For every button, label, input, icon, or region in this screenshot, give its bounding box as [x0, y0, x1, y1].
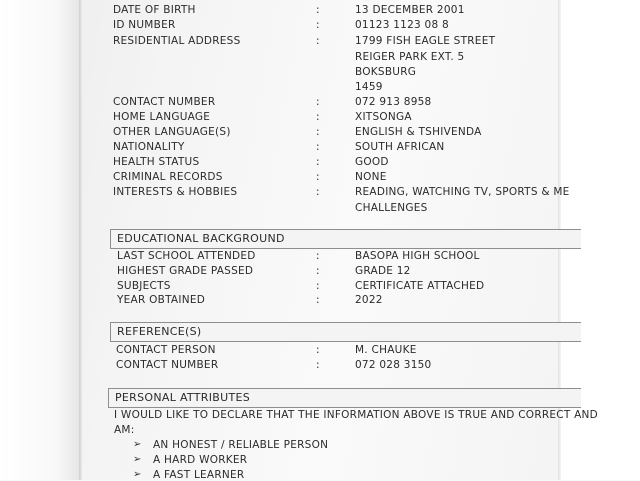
separator-colon: : — [316, 280, 320, 292]
label-highest-grade: HIGHEST GRADE PASSED — [117, 265, 254, 277]
bullet-arrow-icon: ➢ — [133, 469, 142, 480]
value-other-languages: ENGLISH & TSHIVENDA — [355, 126, 482, 138]
separator-colon: : — [316, 96, 320, 108]
value-last-school: BASOPA HIGH SCHOOL — [355, 250, 480, 262]
separator-colon: : — [316, 265, 320, 277]
attribute-item: A FAST LEARNER — [153, 469, 245, 481]
label-health-status: HEALTH STATUS — [113, 156, 200, 168]
section-header-education — [110, 229, 581, 249]
value-date-of-birth: 13 DECEMBER 2001 — [355, 4, 465, 16]
attribute-item: A HARD WORKER — [153, 454, 248, 466]
separator-colon: : — [316, 111, 320, 123]
separator-colon: : — [316, 186, 320, 198]
bullet-arrow-icon: ➢ — [133, 439, 142, 450]
attribute-item: AN HONEST / RELIABLE PERSON — [153, 439, 329, 451]
value-subjects: CERTIFICATE ATTACHED — [355, 280, 485, 292]
label-interests-hobbies: INTERESTS & HOBBIES — [113, 186, 238, 198]
separator-colon: : — [316, 35, 320, 47]
label-year-obtained: YEAR OBTAINED — [117, 294, 206, 306]
value-address-line1: 1799 FISH EAGLE STREET — [355, 35, 496, 47]
declaration-text-line2: AM: — [114, 424, 135, 436]
value-reference-contact-number: 072 028 3150 — [355, 359, 432, 371]
label-date-of-birth: DATE OF BIRTH — [113, 4, 196, 16]
separator-colon: : — [316, 126, 320, 138]
label-other-languages: OTHER LANGUAGE(S) — [113, 126, 231, 138]
separator-colon: : — [316, 344, 320, 356]
value-interests-line2: CHALLENGES — [355, 202, 428, 214]
value-criminal-records: NONE — [355, 171, 387, 183]
separator-colon: : — [316, 171, 320, 183]
separator-colon: : — [316, 359, 320, 371]
value-highest-grade: GRADE 12 — [355, 265, 411, 277]
separator-colon: : — [316, 294, 320, 306]
separator-colon: : — [316, 141, 320, 153]
declaration-text-line1: I WOULD LIKE TO DECLARE THAT THE INFORMATION ABOVE IS TRUE AND CORRECT AND — [114, 409, 598, 421]
value-address-line4: 1459 — [355, 81, 383, 93]
label-subjects: SUBJECTS — [117, 280, 171, 292]
value-contact-number: 072 913 8958 — [355, 96, 432, 108]
value-id-number: 01123 1123 08 8 — [355, 19, 449, 31]
bullet-arrow-icon: ➢ — [133, 454, 142, 465]
separator-colon: : — [316, 250, 320, 262]
label-contact-person: CONTACT PERSON — [116, 344, 216, 356]
label-contact-number: CONTACT NUMBER — [113, 96, 216, 108]
value-health-status: GOOD — [355, 156, 389, 168]
value-address-line3: BOKSBURG — [355, 66, 417, 78]
label-reference-contact-number: CONTACT NUMBER — [116, 359, 219, 371]
section-header-references — [110, 322, 581, 342]
value-year-obtained: 2022 — [355, 294, 383, 306]
label-id-number: ID NUMBER — [113, 19, 176, 31]
page-left-margin — [0, 0, 80, 480]
page-left-edge — [79, 0, 82, 480]
label-nationality: NATIONALITY — [113, 141, 185, 153]
value-interests-line1: READING, WATCHING TV, SPORTS & ME — [355, 186, 570, 198]
value-home-language: XITSONGA — [355, 111, 412, 123]
label-home-language: HOME LANGUAGE — [113, 111, 211, 123]
separator-colon: : — [316, 19, 320, 31]
label-residential-address: RESIDENTIAL ADDRESS — [113, 35, 241, 47]
section-title-references: REFERENCE(S) — [117, 325, 202, 338]
label-last-school: LAST SCHOOL ATTENDED — [117, 250, 256, 262]
separator-colon: : — [316, 156, 320, 168]
separator-colon: : — [316, 4, 320, 16]
section-header-attributes — [108, 388, 581, 408]
value-address-line2: REIGER PARK EXT. 5 — [355, 51, 465, 63]
value-nationality: SOUTH AFRICAN — [355, 141, 445, 153]
section-title-education: EDUCATIONAL BACKGROUND — [117, 232, 285, 245]
value-contact-person: M. CHAUKE — [355, 344, 417, 356]
label-criminal-records: CRIMINAL RECORDS — [113, 171, 223, 183]
section-title-attributes: PERSONAL ATTRIBUTES — [115, 391, 250, 404]
